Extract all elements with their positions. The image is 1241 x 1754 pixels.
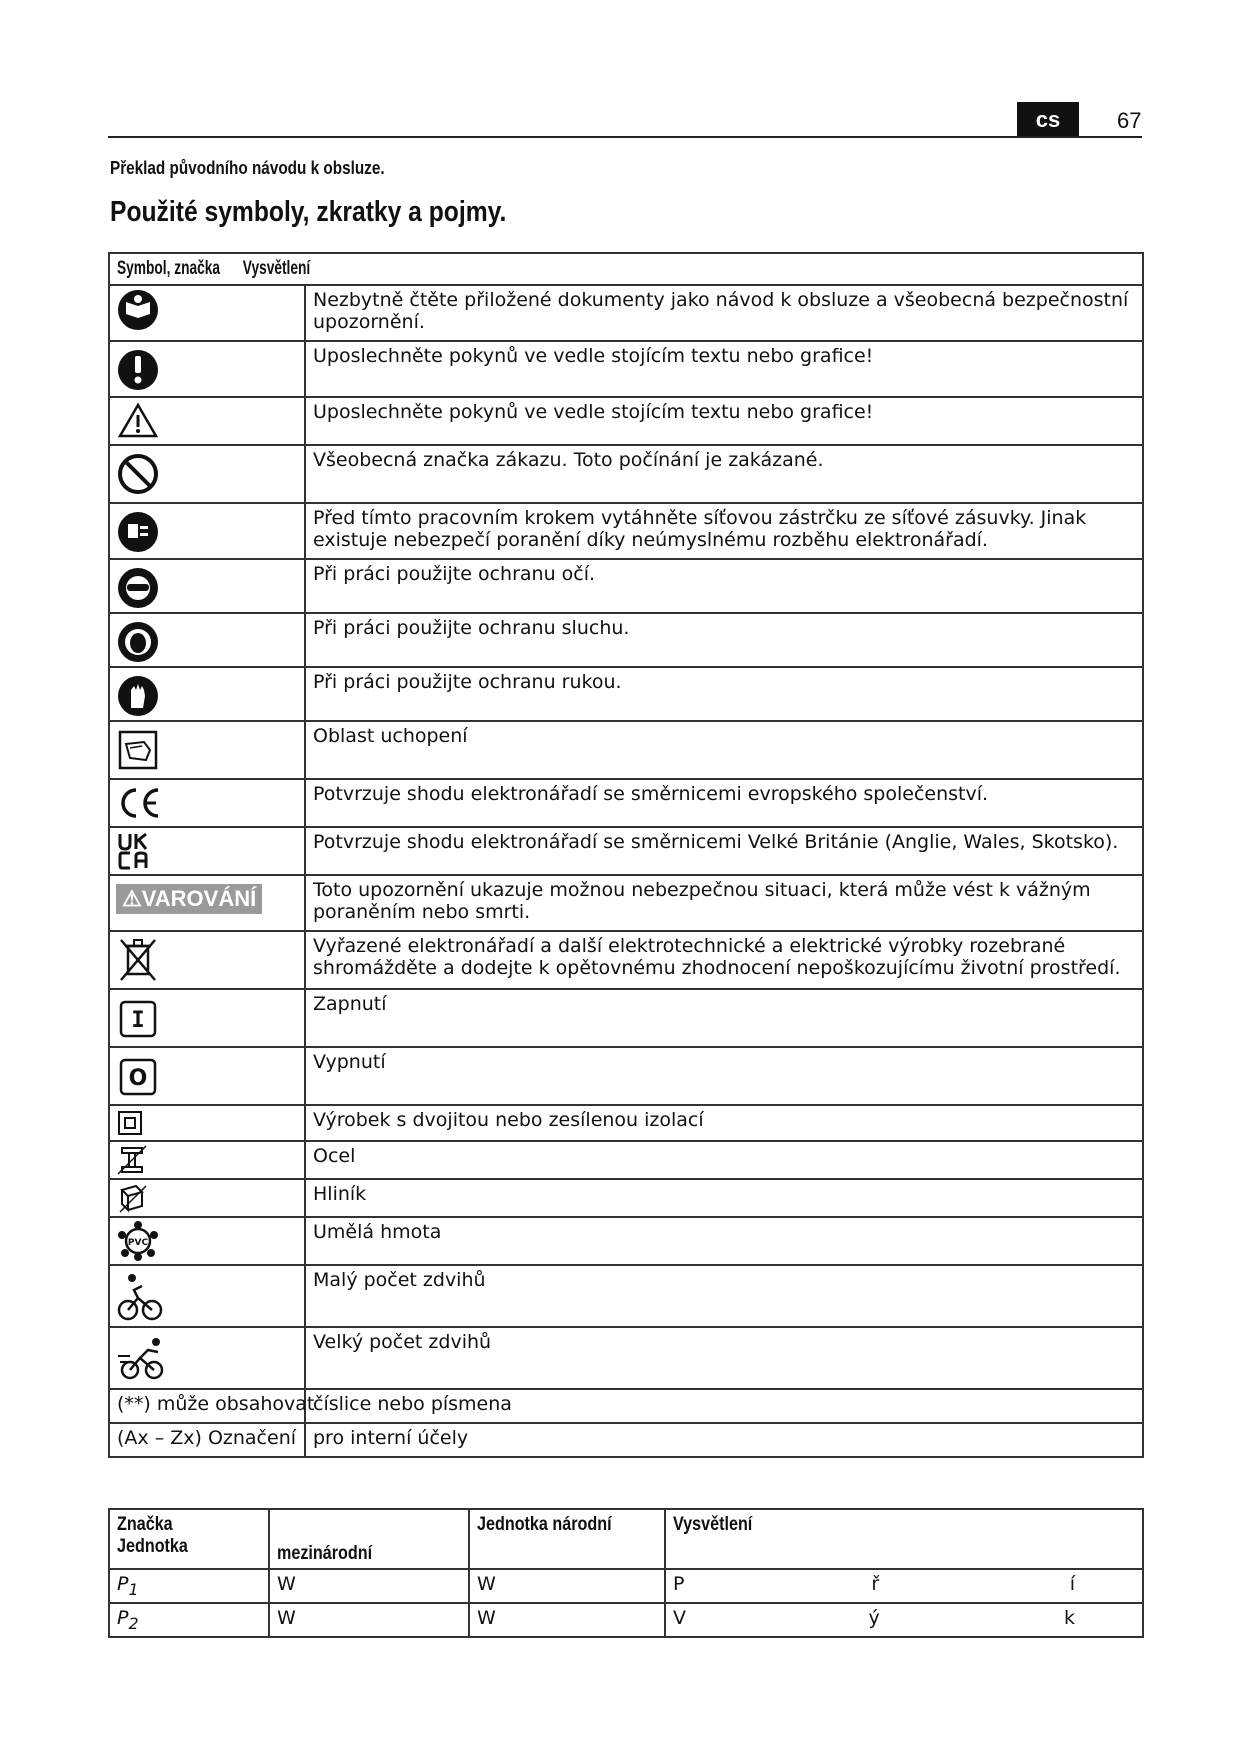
table-row xyxy=(109,1569,1143,1603)
row-text: Při práci použijte ochranu sluchu. xyxy=(305,613,1143,667)
table-row xyxy=(109,445,1143,503)
document-subtitle: Překlad původního návodu k obsluze. xyxy=(110,158,385,178)
warning-triangle-icon xyxy=(116,400,298,440)
row-text: Hliník xyxy=(305,1179,1143,1217)
row-text: Nezbytně čtěte přiložené dokumenty jako návod k obsluze a všeobecná bezpečnostní upozornění. xyxy=(305,285,1143,341)
table-row xyxy=(109,503,1143,559)
table-header-row xyxy=(109,253,1143,285)
svg-text:O: O xyxy=(128,1066,148,1091)
row-text: Malý počet zdvihů xyxy=(305,1265,1143,1327)
table-row xyxy=(109,1217,1143,1265)
row-text: Velký počet zdvihů xyxy=(305,1327,1143,1389)
unit-int: W xyxy=(269,1569,469,1603)
unit-int: W xyxy=(269,1603,469,1637)
table-row xyxy=(109,721,1143,779)
read-manual-icon xyxy=(116,288,298,332)
unit-mark: $P_1$ xyxy=(109,1569,269,1603)
language-badge: cs xyxy=(1017,102,1079,138)
table-row xyxy=(109,1141,1143,1179)
table-header-row xyxy=(109,1509,1143,1569)
col-explanation-header: Vysvětlení xyxy=(242,258,311,279)
header-divider xyxy=(108,136,1142,138)
row-text: Zapnutí xyxy=(305,989,1143,1047)
unit-expl: V ý k xyxy=(665,1603,1143,1637)
row-text: Před tímto pracovním krokem vytáhněte síťovou zástrčku ze síťové zásuvky. Jinak existuje nebezpečí poranění díky neúmyslnému rozběhu elektronářadí. xyxy=(305,503,1143,559)
row-text: Při práci použijte ochranu rukou. xyxy=(305,667,1143,721)
row-text: Vyřazené elektronářadí a další elektrotechnické a elektrické výrobky rozebrané shromážděte a dodejte k opětovnému zhodnocení nepoškozujícímu životní prostředí. xyxy=(305,931,1143,989)
row-text: Potvrzuje shodu elektronářadí se směrnicemi Velké Británie (Anglie, Wales, Skotsko). xyxy=(305,827,1143,875)
footer-text: číslice nebo písmena xyxy=(305,1389,1143,1423)
svg-text:PVC: PVC xyxy=(127,1238,149,1248)
table-row xyxy=(109,875,1143,931)
table-row xyxy=(109,341,1143,397)
warning-label-icon: ⚠VAROVÁNÍ xyxy=(116,884,262,914)
ear-protection-icon xyxy=(116,616,298,664)
power-on-icon xyxy=(116,992,298,1042)
row-text: Výrobek s dvojitou nebo zesílenou izolací xyxy=(305,1105,1143,1141)
row-text: Potvrzuje shodu elektronářadí se směrnicemi evropského společenství. xyxy=(305,779,1143,827)
slow-stroke-icon xyxy=(116,1268,298,1324)
col-mark-header: Značka xyxy=(117,1514,173,1535)
steel-icon xyxy=(116,1144,298,1176)
aluminium-icon xyxy=(116,1182,298,1214)
footer-symbol: (**) může obsahovat xyxy=(109,1389,305,1423)
fast-stroke-icon xyxy=(116,1330,298,1386)
mandatory-exclamation-icon xyxy=(116,344,298,392)
row-text: Umělá hmota xyxy=(305,1217,1143,1265)
plastic-pvc-icon xyxy=(116,1220,298,1262)
ce-mark-icon xyxy=(116,782,298,822)
row-text: Oblast uchopení xyxy=(305,721,1143,779)
ukca-mark-icon xyxy=(116,830,298,872)
footer-symbol: (Ax – Zx) Označení xyxy=(109,1423,305,1457)
unit-nat: W xyxy=(469,1569,665,1603)
units-table xyxy=(108,1508,1144,1638)
footer-text: pro interní účely xyxy=(305,1423,1143,1457)
table-row xyxy=(109,1327,1143,1389)
col-expl-header: Vysvětlení xyxy=(673,1514,753,1535)
table-row xyxy=(109,397,1143,445)
table-row xyxy=(109,1047,1143,1105)
table-row xyxy=(109,1603,1143,1637)
table-row xyxy=(109,285,1143,341)
svg-text:I: I xyxy=(131,1008,145,1033)
table-row xyxy=(109,1265,1143,1327)
table-footer-row xyxy=(109,1423,1143,1457)
col-unit-nat-header: Jednotka národní xyxy=(477,1514,612,1535)
table-row xyxy=(109,989,1143,1047)
weee-bin-icon xyxy=(116,934,298,984)
grip-area-icon xyxy=(116,724,298,772)
table-row xyxy=(109,931,1143,989)
table-row xyxy=(109,1179,1143,1217)
prohibition-icon xyxy=(116,448,298,496)
symbols-table xyxy=(108,252,1144,1458)
table-row xyxy=(109,559,1143,613)
row-text: Uposlechněte pokynů ve vedle stojícím textu nebo grafice! xyxy=(305,341,1143,397)
page-title: Použité symboly, zkratky a pojmy. xyxy=(110,196,507,228)
unit-expl: P ř í xyxy=(665,1569,1143,1603)
table-row xyxy=(109,779,1143,827)
col-symbol-header: Symbol, značka xyxy=(117,258,221,279)
unit-nat: W xyxy=(469,1603,665,1637)
table-row xyxy=(109,1105,1143,1141)
col-unit-int-header-1: Jednotka xyxy=(117,1536,188,1557)
unplug-icon xyxy=(116,506,298,554)
table-row xyxy=(109,667,1143,721)
row-text: Vypnutí xyxy=(305,1047,1143,1105)
eye-protection-icon xyxy=(116,562,298,610)
row-text: Při práci použijte ochranu očí. xyxy=(305,559,1143,613)
unit-mark: $P_2$ xyxy=(109,1603,269,1637)
row-text: Všeobecná značka zákazu. Toto počínání je zakázané. xyxy=(305,445,1143,503)
row-text: Uposlechněte pokynů ve vedle stojícím textu nebo grafice! xyxy=(305,397,1143,445)
power-off-icon xyxy=(116,1050,298,1100)
row-text: Ocel xyxy=(305,1141,1143,1179)
row-text: Toto upozornění ukazuje možnou nebezpečnou situaci, která může vést k vážným poraněním nebo smrti. xyxy=(305,875,1143,931)
table-footer-row xyxy=(109,1389,1143,1423)
col-unit-int-header-2: mezinárodní xyxy=(277,1543,373,1564)
table-row xyxy=(109,827,1143,875)
double-insulation-icon xyxy=(116,1108,298,1136)
hand-protection-icon xyxy=(116,670,298,718)
page-number: 67 xyxy=(1117,108,1142,133)
table-row xyxy=(109,613,1143,667)
